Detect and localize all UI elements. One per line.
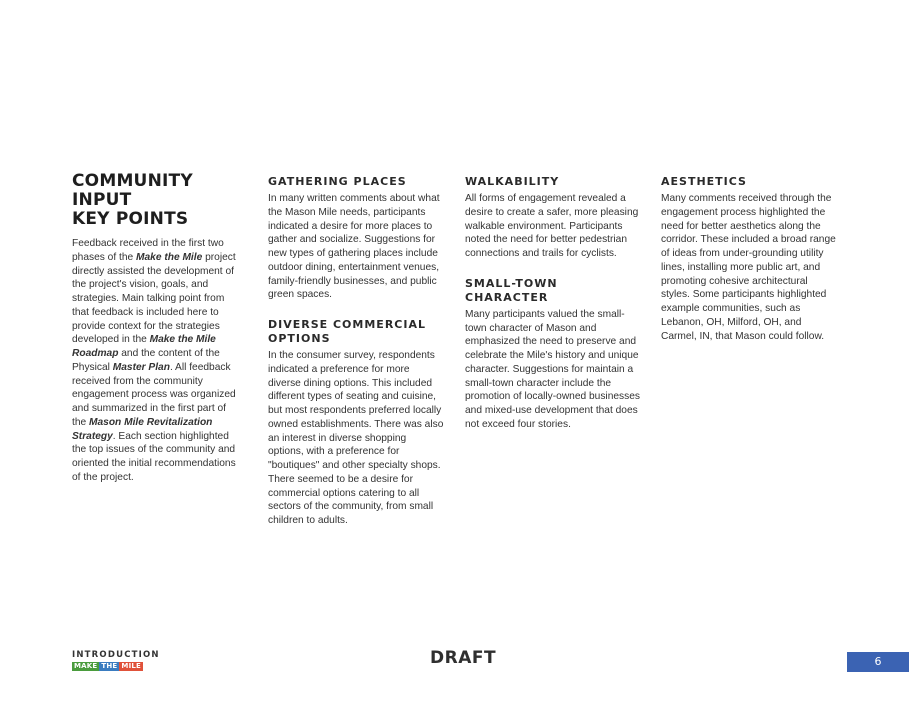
small-town-text: Many participants valued the small-town character of Mason and emphasized the need to preserve and celebrate the Mile's history and unique character. Suggestions for maintain a small-town character include the promotion of locally-owned businesses and mixed-use development that does not exceed four stories. [465, 308, 640, 430]
page-title [72, 172, 242, 229]
intro-paragraph [72, 237, 242, 485]
draft-watermark: DRAFT [430, 648, 497, 668]
diverse-commercial-heading: DIVERSE COMMERCIAL OPTIONS [268, 318, 426, 345]
gathering-places-heading: GATHERING PLACES [268, 175, 407, 188]
logo-the: THE [101, 662, 118, 670]
diverse-commercial-text: In the consumer survey, respondents indicated a preference for more diverse dining options. This included different types of seating and cuisine, but most respondents preferred locally owned establishments. There was also an interest in diverse shopping options, with a preference for "boutiques" and other specialty shops. There seemed to be a desire for commercial options catering to all sectors of the community, from small children to adults. [268, 350, 444, 526]
intro-emphasis-3: Master Plan [112, 361, 170, 373]
intro-text-5: . Each section highlighted the top issues of the community and oriented the initial recommendations of the project. [72, 430, 236, 483]
logo-make: MAKE [74, 662, 98, 670]
make-the-mile-logo [72, 662, 143, 671]
gathering-places-text: In many written comments about what the Mason Mile needs, participants indicated a desire for more places to gather and socialize. Suggestions for new types of gathering places include outdoor dining, entertainment venues, family-friendly businesses, and public green spaces. [268, 193, 440, 301]
column-2 [268, 172, 444, 528]
intro-text-3: and the content of the Physical [72, 348, 220, 373]
intro-emphasis-4: Mason Mile Revitalization Strategy [72, 416, 213, 442]
intro-text-1: Feedback received in the first two phases of the [72, 238, 224, 263]
page-title-line1: COMMUNITY INPUT [72, 171, 193, 210]
small-town-heading: SMALL-TOWN CHARACTER [465, 276, 558, 304]
aesthetics-text: Many comments received through the engagement process highlighted the need for better aesthetics along the corridor. These included a broad range of ideas from under-grounding utility lines, installing more public art, and promoting cohesive architectural styles. Some participants highlighted example communities, such as Lebanon, OH, Milford, OH, and Carmel, IN, that Mason could follow. [661, 193, 836, 342]
intro-text-4: . All feedback received from the community engagement process was organized and summarized in the first part of the [72, 361, 236, 428]
aesthetics-heading: AESTHETICS [661, 175, 747, 188]
page-number: 6 [847, 652, 909, 672]
intro-column [72, 172, 242, 485]
intro-emphasis-1: Make the Mile [136, 251, 203, 263]
intro-text-2: project directly assisted the development of the project's vision, goals, and strategies. Main talking point from that feedback is included here to provide context for the strategies developed in the [72, 251, 236, 346]
intro-emphasis-2: Make the Mile Roadmap [72, 334, 216, 359]
column-3 [465, 172, 641, 432]
page-title-line2: KEY POINTS [72, 209, 189, 229]
walkability-text: All forms of engagement revealed a desire to create a safer, more pleasing walkable environment. Participants noted the need for better pedestrian connections and trails for cyclists. [465, 193, 639, 259]
walkability-heading: WALKABILITY [465, 175, 560, 188]
footer-section-label: INTRODUCTION [72, 650, 160, 660]
column-4 [661, 172, 837, 343]
logo-mile: MILE [121, 662, 142, 670]
